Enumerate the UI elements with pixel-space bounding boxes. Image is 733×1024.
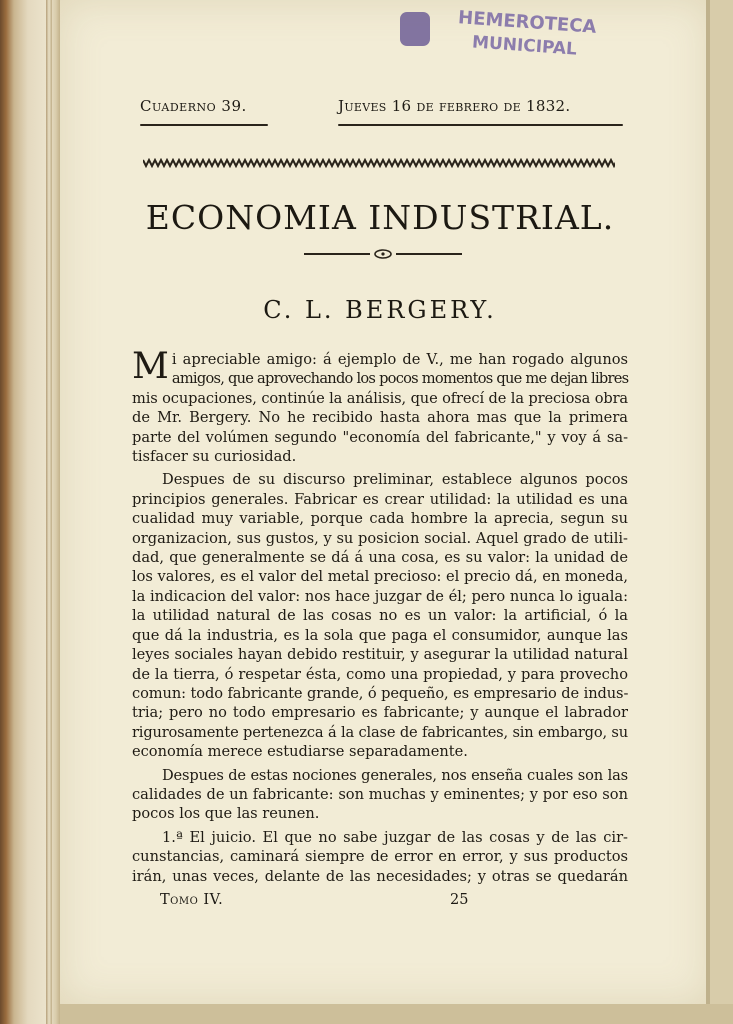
header-rule-right bbox=[338, 124, 623, 126]
text-line: mis ocupaciones, continúe la análisis, que ofrecí de la preciosa obra bbox=[132, 389, 628, 407]
stamp-line2: MUNICIPAL bbox=[471, 32, 578, 60]
text-line: tria; pero no todo empresario es fabricante; y aunque el labrador bbox=[132, 704, 628, 722]
wavy-divider bbox=[143, 158, 615, 168]
author-heading: C. L. BERGERY. bbox=[263, 296, 497, 324]
text-line: Despues de estas nociones generales, nos enseña cuales son las bbox=[162, 766, 628, 784]
stamp-line1: HEMEROTECA bbox=[457, 7, 598, 38]
volume-label: Tomo IV. bbox=[160, 892, 224, 908]
page-footer bbox=[160, 892, 540, 914]
text-line: la indicacion del valor: nos hace juzgar de él; pero nunca lo iguala: bbox=[132, 587, 629, 605]
paragraph-4 bbox=[132, 828, 628, 886]
drop-capital: M bbox=[132, 346, 169, 387]
page-edge-bottom bbox=[60, 1004, 733, 1024]
text-line: rigurosamente pertenezca á la clase de fabricantes, sin embargo, su bbox=[132, 723, 628, 741]
issue-date: Jueves 16 de febrero de 1832. bbox=[338, 97, 571, 115]
text-line: cunstancias, caminará siempre de error en error, y sus productos bbox=[132, 848, 628, 866]
text-line: dad, que generalmente se dá á una cosa, es su valor: la unidad de bbox=[132, 549, 628, 567]
text-line: comun: todo fabricante grande, ó pequeño, es empresario de indus- bbox=[132, 684, 629, 702]
text-line: de Mr. Bergery. No he recibido hasta ahora mas que la primera bbox=[132, 409, 628, 427]
paragraph-2 bbox=[132, 470, 628, 761]
text-line: calidades de un fabricante: son muchas y eminentes; y por eso son bbox=[132, 785, 628, 803]
text-line: irán, unas veces, delante de las necesidades; y otras se quedarán bbox=[132, 867, 628, 885]
paragraph-3 bbox=[132, 766, 628, 824]
text-line: cualidad muy variable, porque cada hombre la aprecia, segun su bbox=[132, 510, 628, 528]
text-line: los valores, es el valor del metal precioso: el precio dá, en moneda, bbox=[132, 568, 628, 586]
paragraph-1 bbox=[132, 346, 629, 466]
text-line: i apreciable amigo: á ejemplo de V., me han rogado algunos bbox=[171, 351, 628, 368]
library-stamp bbox=[400, 7, 645, 70]
text-line: principios generales. Fabricar es crear utilidad: la utilidad es una bbox=[132, 490, 628, 508]
issue-header bbox=[140, 95, 620, 125]
title-ornament bbox=[300, 248, 466, 260]
page-number: 25 bbox=[450, 892, 469, 908]
page-edge-shadow bbox=[706, 0, 710, 1004]
header-rule-left bbox=[140, 124, 268, 126]
text-line: leyes sociales hayan debido restituir, y asegurar la utilidad natural bbox=[132, 646, 628, 664]
text-line: Despues de su discurso preliminar, establece algunos pocos bbox=[162, 471, 628, 489]
text-line: pocos los que las reunen. bbox=[132, 805, 320, 823]
text-line: 1.ª El juicio. El que no sabe juzgar de las cosas y de las cir- bbox=[162, 828, 628, 846]
section-title: ECONOMIA INDUSTRIAL. bbox=[145, 198, 615, 237]
text-line: la utilidad natural de las cosas no es un valor: la artificial, ó la bbox=[132, 607, 628, 625]
text-line: amigos, que aprovechando los pocos momentos que me dejan libres bbox=[171, 370, 629, 388]
cuaderno-label: Cuaderno 39. bbox=[140, 97, 247, 115]
text-line: de la tierra, ó respetar ésta, como una propiedad, y para provecho bbox=[132, 665, 628, 683]
text-line: que dá la industria, es la sola que paga el consumidor, aunque las bbox=[132, 626, 628, 644]
text-line: tisfacer su curiosidad. bbox=[132, 448, 297, 466]
spine-edge bbox=[46, 0, 52, 1024]
stamp-seal-icon bbox=[400, 12, 430, 46]
page-edge-right bbox=[710, 0, 733, 1024]
text-line: economía merece estudiarse separadamente. bbox=[132, 743, 468, 761]
article-body bbox=[132, 346, 629, 886]
text-line: organizacion, sus gustos, y su posicion social. Aquel grado de utili- bbox=[132, 529, 628, 547]
text-line: parte del volúmen segundo "economía del fabricante," y voy á sa- bbox=[132, 428, 628, 446]
